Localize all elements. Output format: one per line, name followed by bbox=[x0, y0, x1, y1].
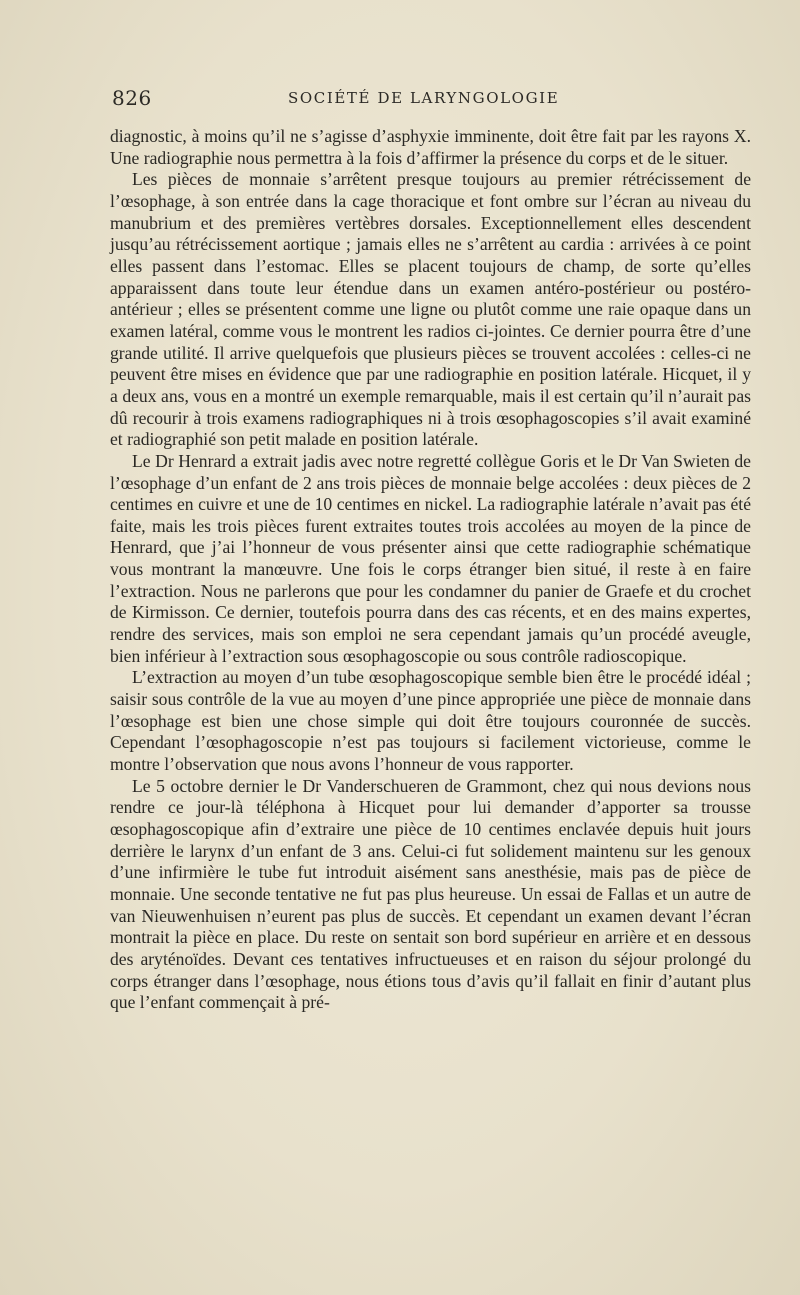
page-number: 826 bbox=[112, 86, 152, 110]
paragraph: Le 5 octobre dernier le Dr Vanderschueren de Grammont, chez qui nous devions nous rendre ce jour-là téléphona à Hicquet pour lui demander d’apporter sa trousse œsophagoscopique afin d’extraire une pièce de 10 centimes enclavée depuis huit jours derrière le larynx d’un enfant de 3 ans. Celui-ci fut solidement maintenu sur les genoux d’une infirmière le tube fut introduit aisément sans anesthésie, mais pas de pièce de monnaie. Une seconde tentative ne fut pas plus heureuse. Un essai de Fallas et un autre de van Nieuwenhuisen n’eurent pas plus de succès. Et cependant un examen devant l’écran montrait la pièce en place. Du reste on sentait son bord supérieur en arrière et en dessous des aryténoïdes. Devant ces tentatives infructueuses et en raison du séjour prolongé du corps étranger dans l’œsophage, nous étions tous d’avis qu’il fallait en finir d’autant plus que l’enfant commençait à pré- bbox=[110, 775, 751, 1013]
body-text bbox=[110, 126, 751, 1014]
paragraph: diagnostic, à moins qu’il ne s’agisse d’asphyxie imminente, doit être fait par les rayons X. Une radiographie nous permettra à la fois d’affirmer la présence du corps et de le situer. bbox=[110, 126, 751, 168]
running-head: SOCIÉTÉ DE LARYNGOLOGIE bbox=[288, 89, 560, 107]
paragraph: Les pièces de monnaie s’arrêtent presque toujours au premier rétrécissement de l’œsophage, à son entrée dans la cage thoracique et font ombre sur l’écran au niveau du manubrium et des premières vertèbres dorsales. Exceptionnellement elles descendent jusqu’au rétrécissement aortique ; jamais elles ne s’arrêtent au cardia : arrivées à ce point elles passent dans l’estomac. Elles se placent toujours de champ, de sorte qu’elles apparaissent dans toute leur étendue dans un examen antéro-postérieur ou postéro-antérieur ; elles se présentent comme une ligne ou plutôt comme une raie opaque dans un examen latéral, comme vous le montrent les radios ci-jointes. Ce dernier pourra être d’une grande utilité. Il arrive quelquefois que plusieurs pièces se trouvent accolées : celles-ci ne peuvent être mises en évidence que par une radiographie en position latérale. Hicquet, il y a deux ans, vous en a montré un exemple remarquable, mais il est certain qu’il n’aurait pas dû recourir à trois examens radiographiques ni à trois œsophagoscopies s’il avait examiné et radiographié son petit malade en position latérale. bbox=[110, 169, 751, 450]
page-header bbox=[112, 86, 752, 114]
paragraph: Le Dr Henrard a extrait jadis avec notre regretté collègue Goris et le Dr Van Swieten de l’œsophage d’un enfant de 2 ans trois pièces de monnaie belge accolées : deux pièces de 2 centimes en cuivre et une de 10 centimes en nickel. La radiographie latérale n’avait pas été faite, mais les trois pièces furent extraites toutes trois accolées au moyen de la pince de Henrard, que j’ai l’honneur de vous présenter ainsi que cette radiographie schématique vous montrant la manœuvre. Une fois le corps étranger bien situé, il reste à en faire l’extraction. Nous ne parlerons que pour les condamner du panier de Graefe et du crochet de Kirmisson. Ce dernier, toutefois pourra dans des cas récents, et en des mains expertes, rendre des services, mais son emploi ne sera cependant jamais qu’un procédé aveugle, bien inférieur à l’extraction sous œsophagoscopie ou sous contrôle radioscopique. bbox=[110, 450, 751, 666]
paragraph: L’extraction au moyen d’un tube œsophagoscopique semble bien être le procédé idéal ; saisir sous contrôle de la vue au moyen d’une pince appropriée une pièce de monnaie dans l’œsophage est bien une chose simple qui doit être toujours couronnée de succès. Cependant l’œsophagoscopie n’est pas toujours si facilement victorieuse, comme le montre l’observation que nous avons l’honneur de vous rapporter. bbox=[110, 667, 751, 775]
